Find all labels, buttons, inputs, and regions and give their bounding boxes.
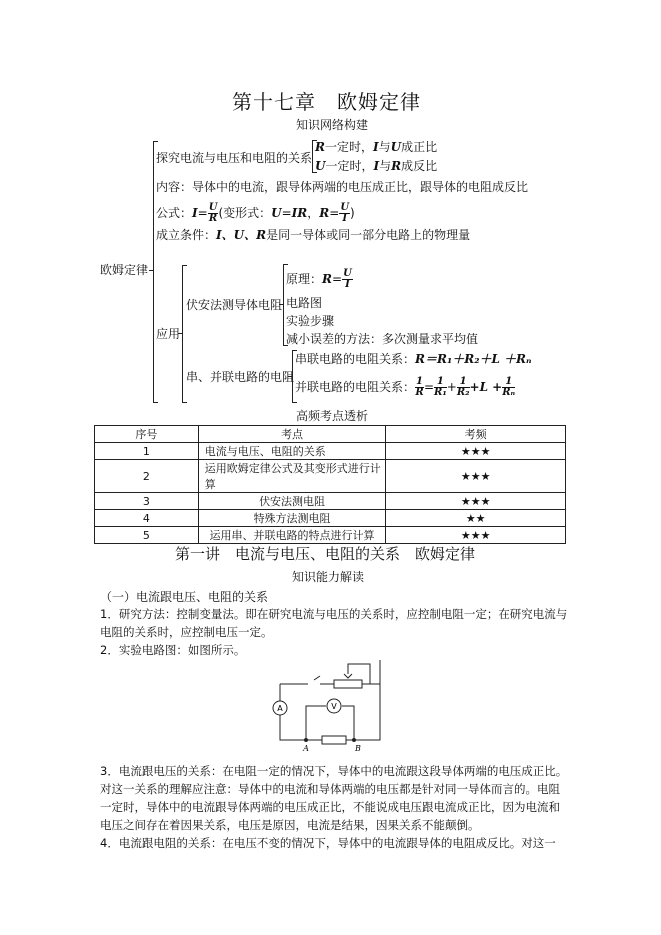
application-brace [182,265,183,403]
voltmeter-label: V [331,702,337,711]
table-header-row [95,426,566,443]
parallel-line: 并联电路的电阻关系： $\frac{1}{R}$ = $\frac{1}{\text{R₁}}$ + $\frac{1}{\text{R₂}}$ +L + $\frac{1}{\text{Rₙ}}$ [295,376,516,398]
table-row [95,527,566,544]
voltammetry-item: 电路图 [286,296,323,310]
chapter-title: 第十七章 欧姆定律 [232,90,421,114]
table-row [95,460,566,493]
row-point: 运用串、并联电路的特点进行计算 [198,527,386,544]
row-frequency: ★★★ [386,443,566,460]
variant-fraction: $\frac{U}{I}$ [340,202,350,224]
row-frequency: ★★★ [386,527,566,544]
row-number: 4 [95,510,199,527]
application-label: 应用 [156,327,181,341]
row-number: 2 [95,460,199,493]
explore-item-2: U一定时，I与R成反比 [315,159,438,173]
row-frequency: ★★★ [386,460,566,493]
voltammetry-item: 实验步骤 [286,314,335,328]
voltammetry-label: 伏安法测导体电阻 [186,298,283,312]
formula-fraction: $\frac{U}{R}$ [208,202,218,224]
row-point: 运用欧姆定律公式及其变形式进行计算 [198,460,386,493]
row-frequency: ★★★ [386,493,566,510]
paragraph-2: 2．实验电路图：如图所示。 [100,643,246,657]
series-parallel-label: 串、并联电路的电阻 [186,370,295,384]
explore-label: 探究电流与电压和电阻的关系 [156,151,313,165]
series-line: 串联电路的电阻关系：R＝R₁＋R₂＋L ＋Rₙ [295,352,532,366]
explore-brace [312,140,313,173]
principle-line: 原理：R= $\frac{U}{I}$ [286,268,352,290]
section-title: （一）电流跟电压、电阻的关系 [100,590,269,604]
root-label: 欧姆定律 [100,263,149,277]
point-b-label: B [355,744,361,752]
row-number: 5 [95,527,199,544]
formula-line: 公式：I= $\frac{U}{R}$ (变形式：U=IR，R= $\frac{U}{I}$ ) [156,202,355,224]
column-header: 考频 [386,426,566,443]
voltammetry-brace [283,264,284,346]
column-header: 序号 [95,426,199,443]
row-point: 伏安法测电阻 [198,493,386,510]
table-row [95,443,566,460]
paragraph-3: 3．电流跟电压的关系：在电阻一定的情况下，导体中的电流跟这段导体两端的电压成正比。对这一关系的理解应注意：导体中的电流和导体两端的电压都是针对同一导体而言的。电阻一定时，导体中的电流跟导体两端的电压成正比，不能说成电压跟电流成正比，因为电流和电压之间存在着因果关系，电压是原因，电流是结果，因果关系不能颠倒。 [100,764,568,832]
column-header: 考点 [198,426,386,443]
point-a-label: A [303,744,309,752]
network-heading: 知识网络构建 [296,118,369,132]
row-point: 特殊方法测电阻 [198,510,386,527]
ammeter-label: A [277,704,283,713]
row-number: 3 [95,493,199,510]
key-points-table [94,425,566,544]
lecture-title: 第一讲 电流与电压、电阻的关系 欧姆定律 [175,545,476,563]
paragraph-1: 1．研究方法：控制变量法。即在研究电流与电压的关系时，应控制电阻一定；在研究电流与电阻的关系时，应控制电压一定。 [100,607,568,639]
row-point: 电流与电压、电阻的关系 [198,443,386,460]
analysis-heading: 高频考点透析 [296,409,369,423]
row-frequency: ★★ [386,510,566,527]
paragraph-4: 4．电流跟电阻的关系：在电压不变的情况下，导体中的电流跟导体的电阻成反比。对这一 [100,836,556,850]
voltammetry-item: 减小误差的方法：多次测量求平均值 [286,332,479,346]
content-line: 内容：导体中的电流，跟导体两端的电压成正比，跟导体的电阻成反比 [156,180,529,194]
table-row [95,493,566,510]
main-brace [153,141,154,403]
circuit-diagram [270,660,410,752]
row-number: 1 [95,443,199,460]
ability-heading: 知识能力解读 [292,570,365,584]
explore-item-1: R一定时，I与U成正比 [315,140,438,154]
table-row [95,510,566,527]
condition-line: 成立条件：I、U、R是同一导体或同一部分电路上的物理量 [156,228,471,242]
series-parallel-brace [292,350,293,403]
